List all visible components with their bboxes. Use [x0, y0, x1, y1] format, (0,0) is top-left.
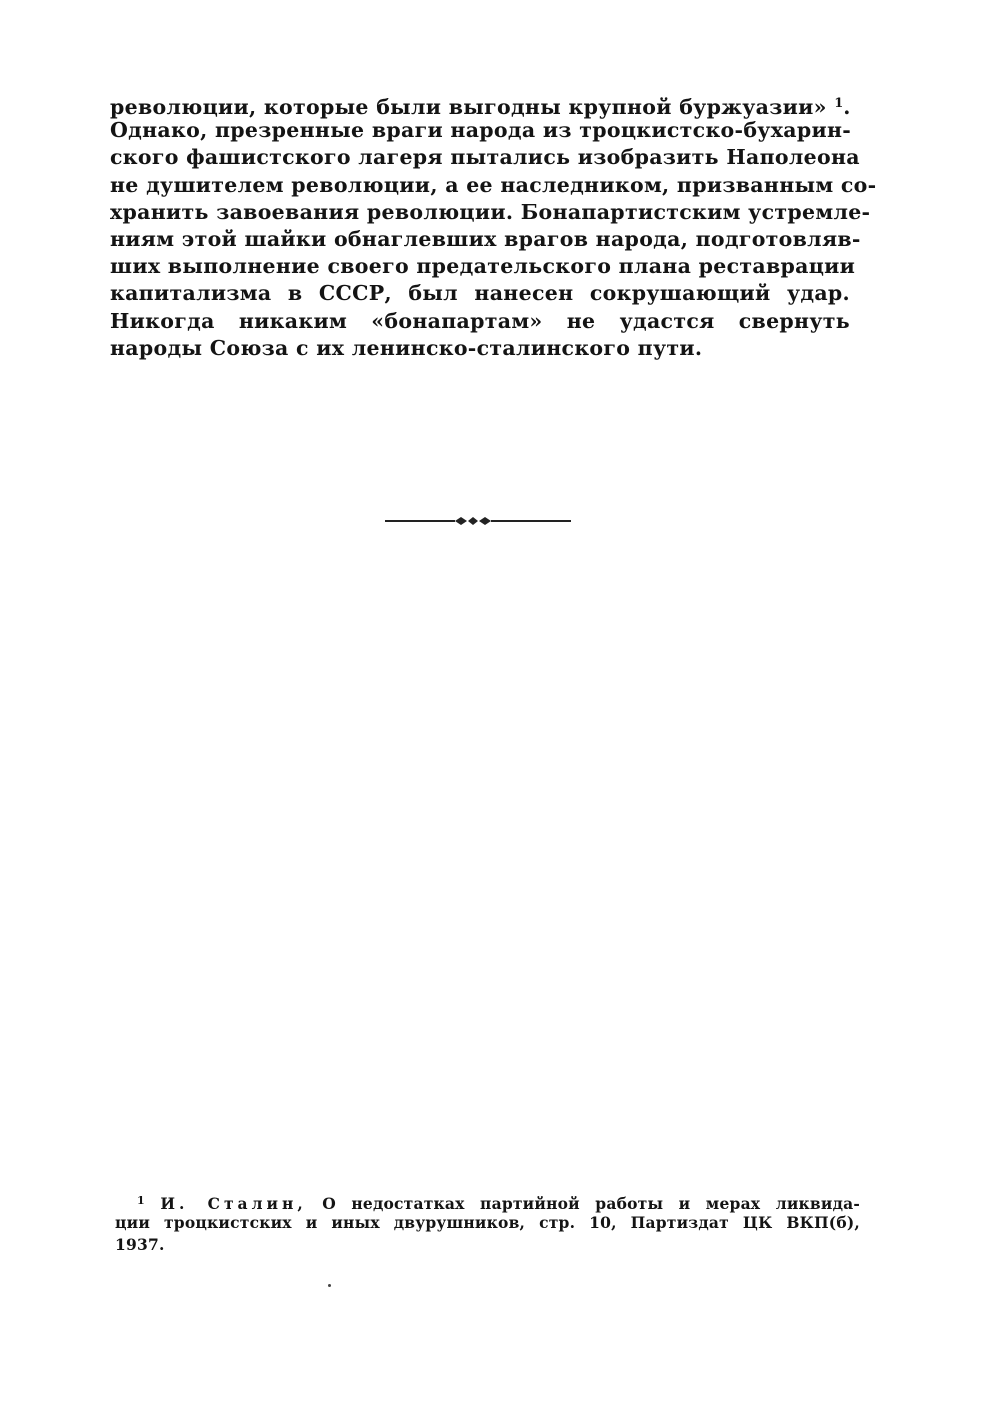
text-line: ниям этой шайки обнаглевших врагов народа, подготовляв-: [110, 226, 861, 251]
footnote-line: 1937.: [115, 1235, 165, 1254]
ornament-divider: [385, 511, 571, 531]
footnote-author: И. Сталин,: [160, 1194, 307, 1213]
text-line: капитализма в СССР, был нанесен сокрушающий удар.: [110, 281, 850, 306]
main-text-block: [110, 90, 877, 362]
text-line: Однако, презренные враги народа из троцкистско-бухарин-: [110, 118, 852, 143]
text-line: хранить завоевания революции. Бонапартистским устремле-: [110, 199, 871, 224]
text-line: ского фашистского лагеря пытались изобразить Наполеона: [110, 145, 860, 170]
footnote-line: $^1$ И. Сталин, О недостатках партийной работы и мерах ликвида-: [137, 1194, 860, 1213]
footnote-reference: 1: [834, 96, 844, 111]
footnote-marker: 1: [137, 1194, 145, 1207]
text-line: не душителем революции, а ее наследником, призванным со-: [110, 172, 877, 197]
text-line: революции, которые были выгодны крупной буржуазии» $^1$.: [110, 95, 851, 119]
text-line: Никогда никаким «бонапартам» не удастся свернуть: [110, 308, 850, 333]
footnote: [115, 1190, 860, 1256]
text-line: народы Союза с их ленинско-сталинского пути.: [110, 335, 703, 360]
footnote-line: ции троцкистских и иных двурушников, стр. 10, Партиздат ЦК ВКП(б),: [115, 1213, 860, 1232]
text-line: ших выполнение своего предательского плана реставрации: [110, 254, 856, 279]
scan-speck: [328, 1284, 331, 1287]
